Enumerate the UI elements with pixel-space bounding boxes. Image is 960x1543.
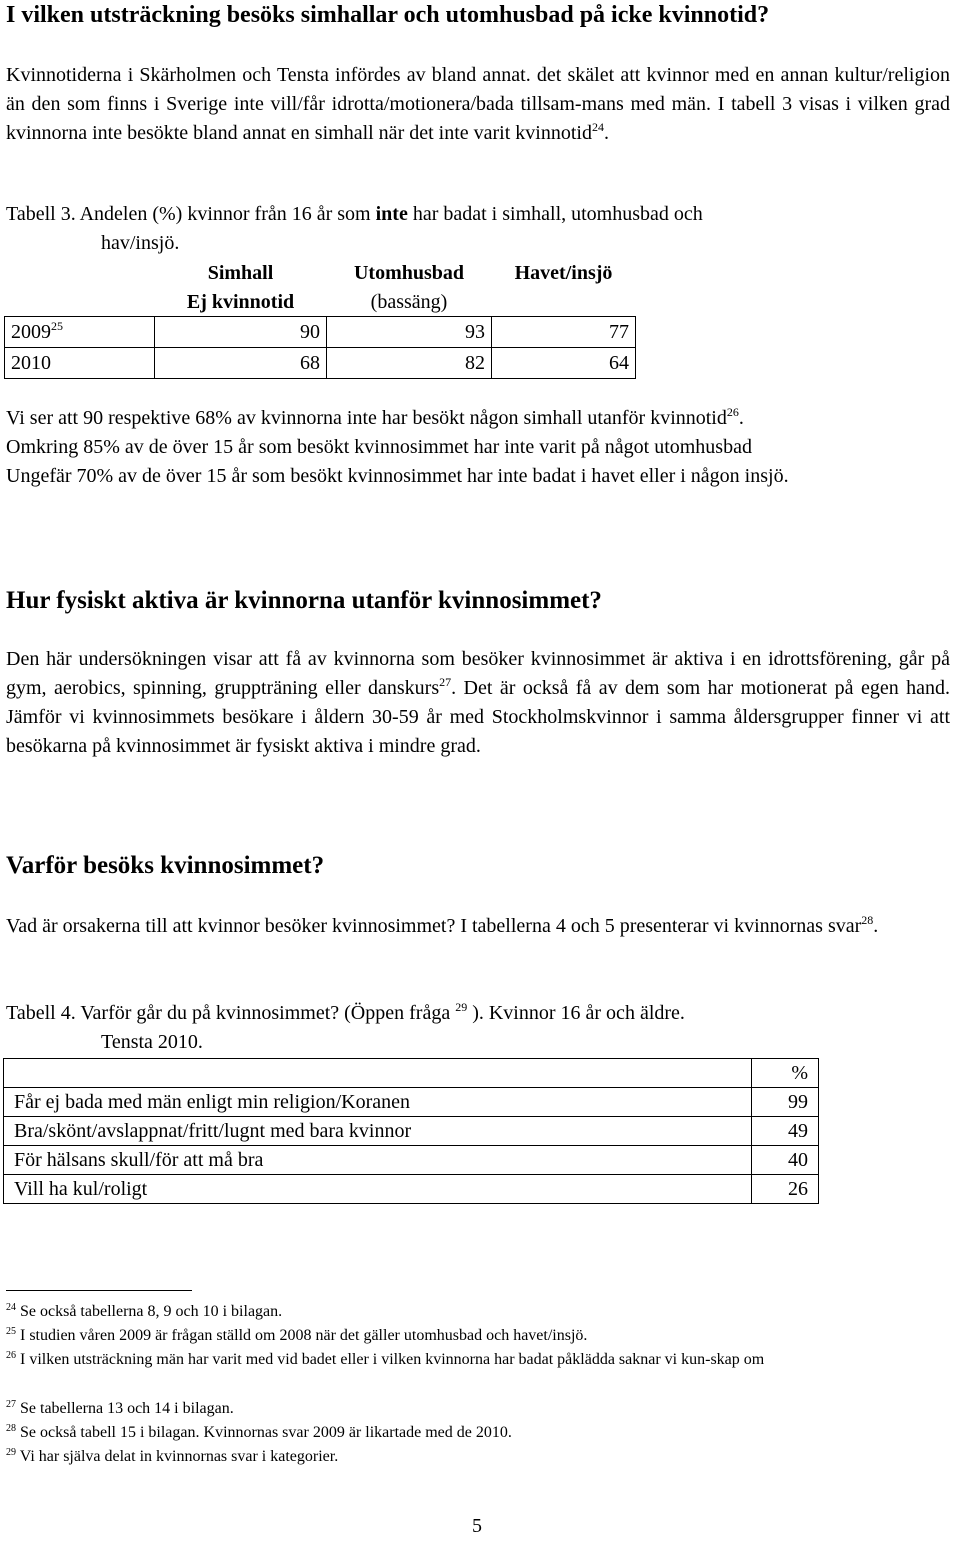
year-label: 2009 <box>11 321 51 343</box>
footnote-ref-29: 29 <box>455 1000 468 1014</box>
table3-cell: 77 <box>492 317 636 348</box>
table4-corner <box>4 1059 752 1088</box>
table4-label: Bra/skönt/avslappnat/fritt/lugnt med bara kvinnor <box>4 1117 752 1146</box>
table3-cell: 93 <box>327 317 492 348</box>
footnote-text: Se tabellerna 13 och 14 i bilagan. <box>20 1400 234 1417</box>
table4-caption <box>6 999 685 1057</box>
findings-line <box>6 404 950 433</box>
section-heading-physical-activity: Hur fysiskt aktiva är kvinnorna utanför kvinnosimmet? <box>6 587 602 614</box>
findings-line: Ungefär 70% av de över 15 år som besökt kvinnosimmet har inte badat i havet eller i någon insjö. <box>6 465 789 487</box>
table-row <box>5 317 636 348</box>
footnote <box>6 1325 936 1347</box>
table4-caption-pre: Tabell 4. Varför går du på kvinnosimmet? (Öppen fråga <box>6 1002 456 1024</box>
table3-cell: 90 <box>155 317 327 348</box>
table3-caption-post: har badat i simhall, utomhusbad och <box>407 203 703 225</box>
table4-value: 49 <box>752 1117 819 1146</box>
footnote-ref-25: 25 <box>51 319 63 333</box>
table3-col-header: Havet/insjö <box>514 261 613 284</box>
intro-paragraph <box>6 61 950 148</box>
table3-col-header: Utomhusbad <box>353 261 465 284</box>
footnote-text: Se också tabellerna 8, 9 och 10 i bilagan. <box>20 1303 283 1320</box>
table3-year <box>5 317 155 348</box>
footnote-number: 28 <box>6 1423 16 1434</box>
table4-value: 26 <box>752 1175 819 1204</box>
table4-col-header: % <box>752 1059 819 1088</box>
table4-value: 40 <box>752 1146 819 1175</box>
footnote-number: 26 <box>6 1350 16 1361</box>
footnote-divider <box>6 1290 192 1291</box>
footnote-text: I vilken utsträckning män har varit med vid badet eller i vilken kvinnorna har badat påklädda saknar vi kun-skap om <box>20 1351 765 1368</box>
intro-text: Kvinnotiderna i Skärholmen och Tensta infördes av bland annat. det skälet att kvinnor med en annan kultur/religion än den som finns i Sverige inte vill/får idrotta/motionera/bada tillsam-mans med män. I tabell 3 visas i vilken grad kvinnorna inte besökte bland annat en simhall när det inte varit kvinnotid <box>6 64 950 144</box>
table3-caption <box>6 200 703 258</box>
reasons-paragraph <box>6 912 936 941</box>
footnote <box>6 1446 936 1468</box>
footnote-number: 25 <box>6 1326 16 1337</box>
table4-label: Får ej bada med män enligt min religion/Koranen <box>4 1088 752 1117</box>
footnote-number: 27 <box>6 1399 16 1410</box>
footnote <box>6 1422 936 1444</box>
table3-header-row-2 <box>5 287 636 317</box>
table3-caption-pre: Tabell 3. Andelen (%) kvinnor från 16 år som <box>6 203 376 225</box>
footnote-text: Vi har själva delat in kvinnornas svar i kategorier. <box>19 1448 339 1465</box>
table-row <box>4 1117 819 1146</box>
footnote-text: Se också tabell 15 i bilagan. Kvinnornas svar 2009 är likartade med de 2010. <box>20 1424 512 1441</box>
table3-cell: 64 <box>492 348 636 379</box>
footnote-number: 29 <box>6 1447 16 1458</box>
reasons-end: . <box>873 915 879 937</box>
section-heading-pool-visits: I vilken utsträckning besöks simhallar och utomhusbad på icke kvinnotid? <box>6 2 770 28</box>
table3-col-header: Simhall <box>207 261 274 284</box>
table4-label: Vill ha kul/roligt <box>4 1175 752 1204</box>
table3-cell: 82 <box>327 348 492 379</box>
footnote-number: 24 <box>6 1302 16 1313</box>
page-number: 5 <box>472 1515 482 1537</box>
footnote-ref-27: 27 <box>439 675 452 689</box>
table4-caption-post: ). Kvinnor 16 år och äldre. <box>467 1002 685 1024</box>
table3-year: 2010 <box>5 348 155 379</box>
table4 <box>3 1058 819 1204</box>
footnote <box>6 1349 936 1371</box>
table-row <box>4 1175 819 1204</box>
footnote-ref-24: 24 <box>591 120 604 134</box>
table3-corner <box>5 287 155 317</box>
table3-caption-cont: hav/insjö. <box>101 232 180 254</box>
findings-line: Omkring 85% av de över 15 år som besökt kvinnosimmet har inte varit på något utomhusbad <box>6 436 752 458</box>
table3-col-subheader: Ej kvinnotid <box>186 290 295 313</box>
activity-paragraph <box>6 645 950 761</box>
footnote-text: I studien våren 2009 är frågan ställd om 2008 när det gäller utomhusbad och havet/insjö. <box>20 1327 588 1344</box>
table3-col-subheader: (bassäng) <box>370 290 448 313</box>
table4-caption-cont: Tensta 2010. <box>101 1031 203 1053</box>
table3 <box>4 258 636 379</box>
findings-paragraph <box>6 404 950 491</box>
footnote <box>6 1398 936 1420</box>
footnote-ref-26: 26 <box>726 405 739 419</box>
table4-header-row <box>4 1059 819 1088</box>
reasons-text: Vad är orsakerna till att kvinnor besöker kvinnosimmet? I tabellerna 4 och 5 presenterar vi kvinnornas svar <box>6 915 862 937</box>
table4-label: För hälsans skull/för att må bra <box>4 1146 752 1175</box>
table3-header-row-1 <box>5 258 636 287</box>
intro-end: . <box>603 122 609 144</box>
table-row <box>4 1146 819 1175</box>
table-row <box>5 348 636 379</box>
activity-text-1: Den här undersökningen visar att få av kvinnorna som besöker kvinnosimmet är aktiva i en idrottsförening, går på gym, aerobics, spinning, gruppträning eller danskurs <box>6 648 950 699</box>
findings-line-end: . <box>738 407 744 429</box>
table3-corner <box>5 258 155 287</box>
table4-value: 99 <box>752 1088 819 1117</box>
table-row <box>4 1088 819 1117</box>
section-heading-why-visit: Varför besöks kvinnosimmet? <box>6 852 325 879</box>
footnote-ref-28: 28 <box>861 913 874 927</box>
footnote <box>6 1301 936 1323</box>
findings-line-text: Vi ser att 90 respektive 68% av kvinnorna inte har besökt någon simhall utanför kvinnotid <box>6 407 727 429</box>
table3-caption-bold: inte <box>375 203 408 225</box>
table3-cell: 68 <box>155 348 327 379</box>
activity-text-2: . Det är också få av dem som har motionerat på egen hand. Jämför vi kvinnosimmets besökare i åldern 30-59 år med Stockholmskvinnor i samma åldersgrupper finner vi att besökarna på kvinnosimmet är fysiskt aktiva i mindre grad. <box>6 677 951 757</box>
table3-col-subheader <box>492 287 636 317</box>
